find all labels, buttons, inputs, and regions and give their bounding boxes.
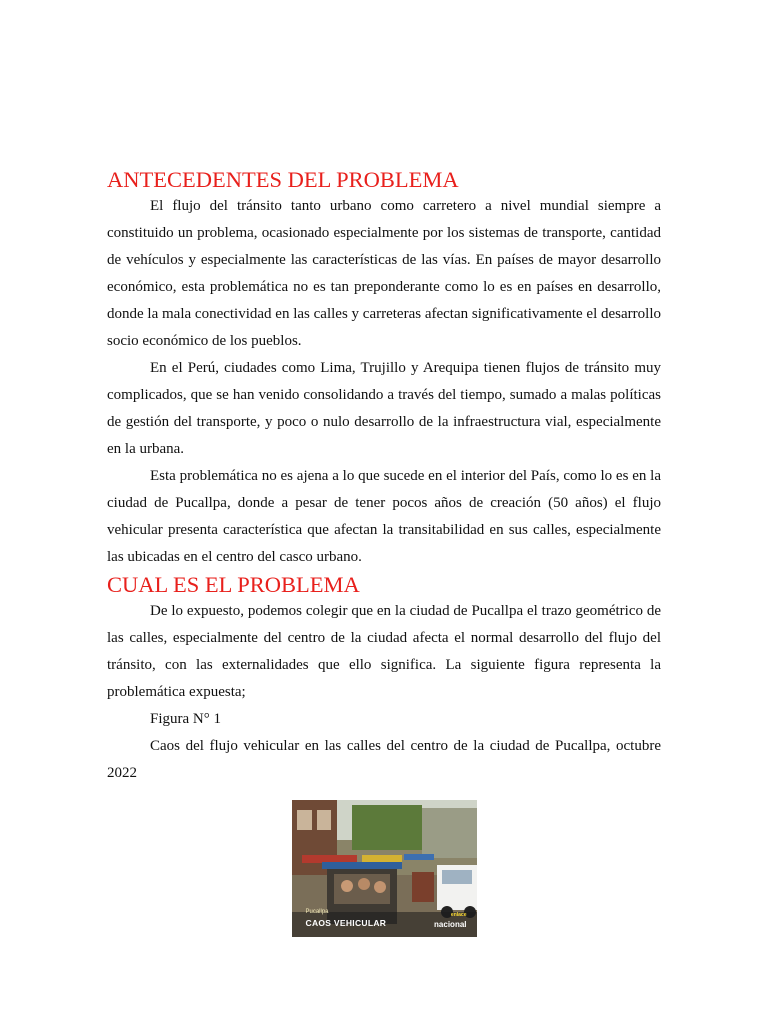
paragraph-4: De lo expuesto, podemos colegir que en la ciudad de Pucallpa el trazo geométrico de las calles, especialmente del centro de la ciudad afecta el normal desarrollo del flujo del tránsito, con las externalidades que ello significa. La siguiente figura representa la problemática expuesta;: [107, 603, 661, 700]
paragraph-1: El flujo del tránsito tanto urbano como carretero a nivel mundial siempre a constituido un problema, ocasionado especialmente por los sistemas de transporte, cantidad de vehículos y especialmente las características de las vías. En países de mayor desarrollo económico, esta problemática no es tan preponderante como lo es en países en desarrollo, donde la mala conectividad en las calles y carreteras afectan significativamente el desarrollo socio económico de los pueblos.: [107, 198, 661, 349]
section-heading-problema: CUAL ES EL PROBLEMA: [107, 572, 360, 597]
paragraph-3: Esta problemática no es ajena a lo que sucede en el interior del País, como lo es en la ciudad de Pucallpa, donde a pesar de tener pocos años de creación (50 años) el flujo vehicular presenta característica que afectan la transitabilidad en sus calles, especialmente las ubicadas en el centro del casco urbano.: [107, 468, 661, 565]
paragraph-2: En el Perú, ciudades como Lima, Trujillo y Arequipa tienen flujos de tránsito muy complicados, que se han venido consolidando a través del tiempo, sumado a malas políticas de gestión del transporte, y poco o nulo desarrollo de la infraestructura vial, especialmente en la urbana.: [107, 360, 661, 457]
tv-brand-text: nacional: [434, 920, 467, 929]
figure-caption: Caos del flujo vehicular en las calles del centro de la ciudad de Pucallpa, octubre 2022: [107, 738, 661, 781]
section-heading-antecedentes: ANTECEDENTES DEL PROBLEMA: [107, 167, 459, 192]
tv-banner: [306, 908, 387, 928]
traffic-photo: [292, 800, 477, 937]
tv-brand-small: enlace: [450, 912, 467, 918]
tv-brand-logo: [434, 911, 466, 929]
tv-place-text: Pucallpa: [305, 909, 329, 915]
figure-container: [107, 800, 661, 937]
document-body: [107, 166, 661, 937]
tv-banner-title: CAOS VEHICULAR: [305, 918, 387, 928]
figure-label: Figura N° 1: [150, 711, 221, 727]
